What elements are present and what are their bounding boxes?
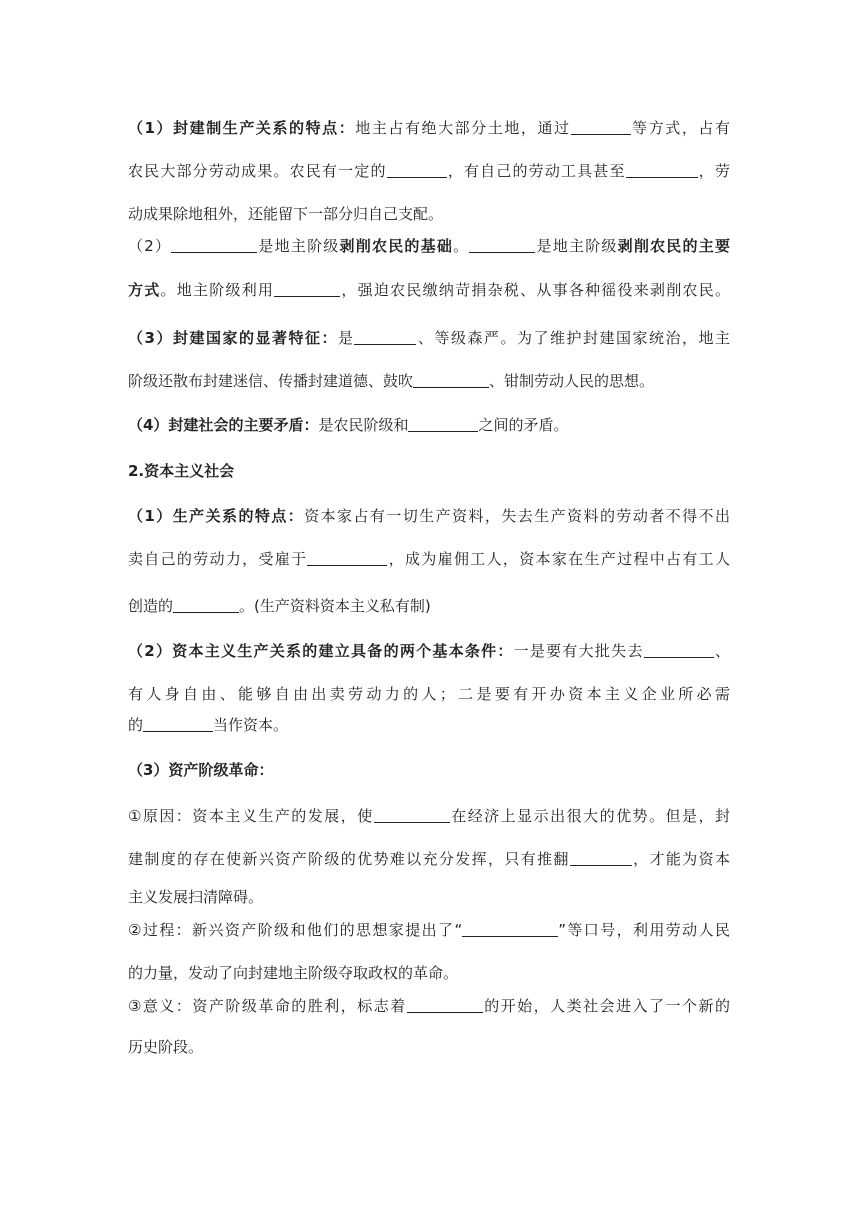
text-line — [128, 640, 730, 661]
revolution-heading — [128, 759, 730, 780]
text-run: ①原因：资本主义生产的发展，使 — [128, 807, 374, 825]
text-line — [128, 117, 730, 138]
text-line — [128, 279, 730, 300]
text-run: ，劳 — [697, 162, 730, 180]
text-run: 。地主阶级利用 — [160, 281, 275, 299]
basic-conditions-paragraph — [128, 640, 730, 704]
text-run: 创造的 — [128, 597, 174, 615]
text-run: 等方式，占有 — [630, 119, 730, 137]
text-line — [128, 160, 730, 181]
text-line — [128, 548, 730, 569]
text-run: ，有自己的劳动工具甚至 — [446, 162, 626, 180]
basic-conditions-paragraph-end — [128, 714, 730, 735]
text-run: 是地主阶级 — [535, 237, 618, 255]
fill-blank[interactable] — [407, 997, 483, 1013]
text-line — [128, 505, 730, 526]
revolution-cause-paragraph-end — [128, 886, 730, 907]
text-run: 。(生产资料资本主义私有制) — [239, 597, 431, 615]
fill-blank[interactable] — [571, 119, 631, 135]
text-run: ，才能为资本 — [631, 850, 730, 868]
text-run: 的开始，人类社会进入了一个新的 — [482, 997, 730, 1015]
bold-text: 剥削农民的主要 — [617, 237, 730, 255]
text-run: 之间的矛盾。 — [478, 416, 569, 434]
text-run: 卖自己的劳动力，受雇于 — [128, 550, 308, 568]
subsection-title: （3）资产阶级革命： — [128, 761, 274, 779]
text-line: 主义发展扫清障碍。 — [128, 888, 264, 906]
feudal-relations-paragraph-end — [128, 203, 730, 224]
feudal-state-paragraph — [128, 327, 730, 348]
text-line — [128, 714, 730, 735]
revolution-significance-paragraph — [128, 995, 730, 1016]
text-run: 是农民阶级和 — [318, 416, 409, 434]
revolution-significance-paragraph-end — [128, 1036, 730, 1057]
text-run: 一是要有大批失去 — [513, 642, 644, 660]
exploitation-paragraph — [128, 235, 730, 300]
fill-blank[interactable] — [413, 372, 489, 388]
fill-blank[interactable] — [570, 850, 632, 866]
capitalist-relations-paragraph-end — [128, 595, 730, 616]
text-run: 是地主阶级 — [257, 237, 340, 255]
text-run: （2） — [128, 237, 172, 255]
fill-blank[interactable] — [143, 716, 213, 732]
text-line — [128, 595, 730, 616]
text-run: 的 — [128, 716, 144, 734]
fill-blank[interactable] — [387, 162, 447, 178]
text-line: 有人身自由、能够自由出卖劳动力的人；二是要有开办资本主义企业所必需 — [128, 685, 730, 703]
text-run: 地主占有绝大部分土地，通过 — [355, 119, 571, 137]
section-heading — [128, 460, 730, 481]
capitalist-relations-paragraph — [128, 505, 730, 569]
fill-blank[interactable] — [274, 281, 340, 297]
bold-lead: （2）资本主义生产关系的建立具备的两个基本条件： — [128, 642, 514, 660]
text-line: 动成果除地租外，还能留下一部分归自己支配。 — [128, 205, 444, 223]
fill-blank[interactable] — [173, 597, 239, 613]
bold-text: 剥削农民的基础 — [339, 237, 454, 255]
text-line — [128, 414, 730, 435]
text-run: 。 — [453, 237, 470, 255]
text-line — [128, 919, 730, 940]
text-run: 、钳制劳动人民的思想。 — [489, 372, 655, 390]
feudal-state-paragraph-end — [128, 370, 730, 391]
fill-blank[interactable] — [408, 416, 478, 432]
text-line — [128, 805, 730, 826]
fill-blank[interactable] — [462, 921, 558, 937]
text-run: 是 — [337, 329, 355, 347]
fill-blank[interactable] — [469, 237, 535, 253]
text-run: ③意义：资产阶级革命的胜利，标志着 — [128, 997, 407, 1015]
text-line: 历史阶段。 — [128, 1038, 204, 1056]
text-run: 、 — [713, 642, 730, 660]
fill-blank[interactable] — [307, 550, 387, 566]
text-run: 资本家占有一切生产资料，失去生产资料的劳动者不得不出 — [304, 507, 730, 525]
revolution-cause-paragraph — [128, 805, 730, 869]
text-run: ，强迫农民缴纳苛捐杂税、从事各种徭役来剥削农民。 — [340, 281, 730, 299]
text-line: 的力量，发动了向封建地主阶级夺取政权的革命。 — [128, 964, 459, 982]
bold-lead: （1）封建制生产关系的特点： — [128, 119, 356, 137]
text-line — [128, 235, 730, 256]
section-title: 2.资本主义社会 — [128, 462, 235, 480]
text-run: 农民大部分劳动成果。农民有一定的 — [128, 162, 387, 180]
text-run: ”等口号，利用劳动人民 — [558, 921, 730, 939]
fill-blank[interactable] — [644, 642, 714, 658]
text-run: ，成为雇佣工人，资本家在生产过程中占有工人 — [387, 550, 730, 568]
text-line — [128, 995, 730, 1016]
fill-blank[interactable] — [374, 807, 450, 823]
text-run: 当作资本。 — [213, 716, 289, 734]
text-run: 、等级森严。为了维护封建国家统治，地主 — [416, 329, 730, 347]
bold-lead: （4）封建社会的主要矛盾： — [128, 416, 319, 434]
revolution-process-paragraph-end — [128, 962, 730, 983]
fill-blank[interactable] — [171, 237, 257, 253]
bold-lead: （1）生产关系的特点： — [128, 507, 305, 525]
feudal-contradiction-paragraph — [128, 414, 730, 435]
text-run: 在经济上显示出很大的优势。但是，封 — [449, 807, 730, 825]
revolution-process-paragraph — [128, 919, 730, 940]
bold-lead: （3）封建国家的显著特征： — [128, 329, 338, 347]
bold-lead: 方式 — [128, 281, 161, 299]
text-run: 阶级还散布封建迷信、传播封建道德、鼓吹 — [128, 372, 414, 390]
text-run: 建制度的存在使新兴资产阶级的优势难以充分发挥，只有推翻 — [128, 850, 570, 868]
feudal-relations-paragraph — [128, 117, 730, 181]
text-line — [128, 370, 730, 391]
fill-blank[interactable] — [354, 329, 416, 345]
fill-blank[interactable] — [626, 162, 698, 178]
text-line — [128, 848, 730, 869]
text-line — [128, 327, 730, 348]
text-run: ②过程：新兴资产阶级和他们的思想家提出了“ — [128, 921, 463, 939]
